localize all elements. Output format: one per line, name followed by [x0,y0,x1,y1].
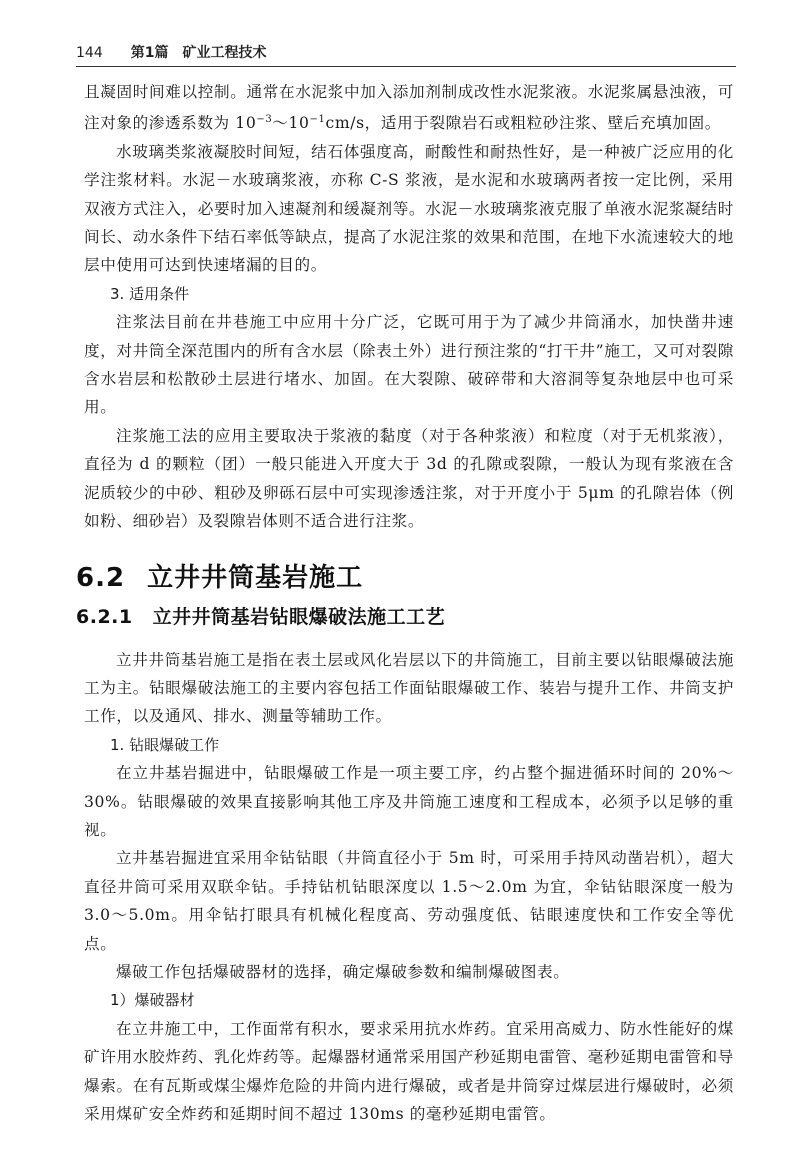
paragraph: 爆破工作包括爆破器材的选择，确定爆破参数和编制爆破图表。 [116,962,570,981]
running-header [76,42,736,62]
section-title: 立井井筒基岩施工 [147,562,364,593]
paragraph: 在立井基岩掘进中，钻眼爆破工作是一项主要工序，约占整个掘进循环时间的 20%～30%。钻眼爆破的效果直接影响其他工序及井筒施工速度和工程成本，必须予以足够的重视。 [84,764,734,839]
exponent: −1 [309,114,326,126]
paragraph: 在立井施工中，工作面常有积水，要求采用抗水炸药。宜采用高威力、防水性能好的煤矿许用水胶炸药、乳化炸药等。起爆器材通常采用国产秒延期电雷管、毫秒延期电雷管和导爆索。在有瓦斯或煤尘爆炸危险的井筒内进行爆破，或者是井筒穿过煤层进行爆破时，必须采用煤矿安全炸药和延期时间不超过 130ms 的毫秒延期电雷管。 [84,1019,734,1123]
section-heading [76,560,734,596]
part-title: 矿业工程技术 [182,45,267,61]
paragraph: 立井基岩掘进宜采用伞钻钻眼（井筒直径小于 5m 时，可采用手持风动凿岩机），超大直径井筒可采用双联伞钻。手持钻机钻眼深度以 1.5～2.0m 为宜，伞钻钻眼深度一般为 3.0～5.0m。用伞钻打眼具有机械化程度高、劳动强度低、钻眼速度快和工作安全等优点。 [84,849,734,953]
subsection-number: 6.2.1 [76,605,133,628]
subsection-heading: 1）爆破器材 [110,991,195,1010]
section-number: 6.2 [76,562,126,593]
paragraph-text: ～10 [272,114,310,133]
subsection-heading: 1. 钻眼爆破工作 [110,735,220,754]
subsection-title-text: 立井井筒基岩钻眼爆破法施工工艺 [152,605,446,628]
main-text [76,78,734,1128]
paragraph-text: 且凝固时间难以控制。通常在水泥浆中加入添加剂制成改性水泥浆液。水泥浆属悬浊液，可注对象的渗透系数为 10 [84,83,734,133]
paragraph [84,78,734,138]
paragraph: 注浆法目前在井巷施工中应用十分广泛，它既可用于为了减少井筒涌水，加快凿井速度，对井筒全深范围内的所有含水层（除表土外）进行预注浆的“打干井”施工，又可对裂隙含水岩层和松散砂土层进行堵水、加固。在大裂隙、破碎带和大溶洞等复杂地层中也可采用。 [84,313,734,417]
part-label: 第1篇 [130,45,169,61]
subsection-heading: 3. 适用条件 [110,284,190,303]
paragraph-text: cm/s，适用于裂隙岩石或粗粒砂注浆、壁后充填加固。 [325,114,721,133]
subsection-title [76,602,734,632]
exponent: −3 [256,114,273,126]
paragraph: 注浆施工法的应用主要取决于浆液的黏度（对于各种浆液）和粒度（对于无机浆液），直径为 d 的颗粒（团）一般只能进入开度大于 3d 的孔隙或裂隙，一般认为现有浆液在含泥质较少的中砂、粗砂及卵砾石层中可实现渗透注浆，对于开度小于 5μm 的孔隙岩体（例如粉、细砂岩）及裂隙岩体则不适合进行注浆。 [84,426,734,531]
header-rule [76,66,736,67]
paragraph: 立井井筒基岩施工是指在表土层或风化岩层以下的井筒施工，目前主要以钻眼爆破法施工为主。钻眼爆破法施工的主要内容包括工作面钻眼爆破工作、装岩与提升工作、井筒支护工作，以及通风、排水、测量等辅助工作。 [84,650,734,726]
paragraph: 水玻璃类浆液凝胶时间短，结石体强度高，耐酸性和耐热性好，是一种被广泛应用的化学注浆材料。水泥－水玻璃浆液，亦称 C-S 浆液，是水泥和水玻璃两者按一定比例，采用双液方式注入，必要时加入速凝剂和缓凝剂等。水泥－水玻璃浆液克服了单液水泥浆凝结时间长、动水条件下结石率低等缺点，提高了水泥注浆的效果和范围，在地下水流速较大的地层中使用可达到快速堵漏的目的。 [84,142,734,275]
page-number: 144 [76,45,103,61]
